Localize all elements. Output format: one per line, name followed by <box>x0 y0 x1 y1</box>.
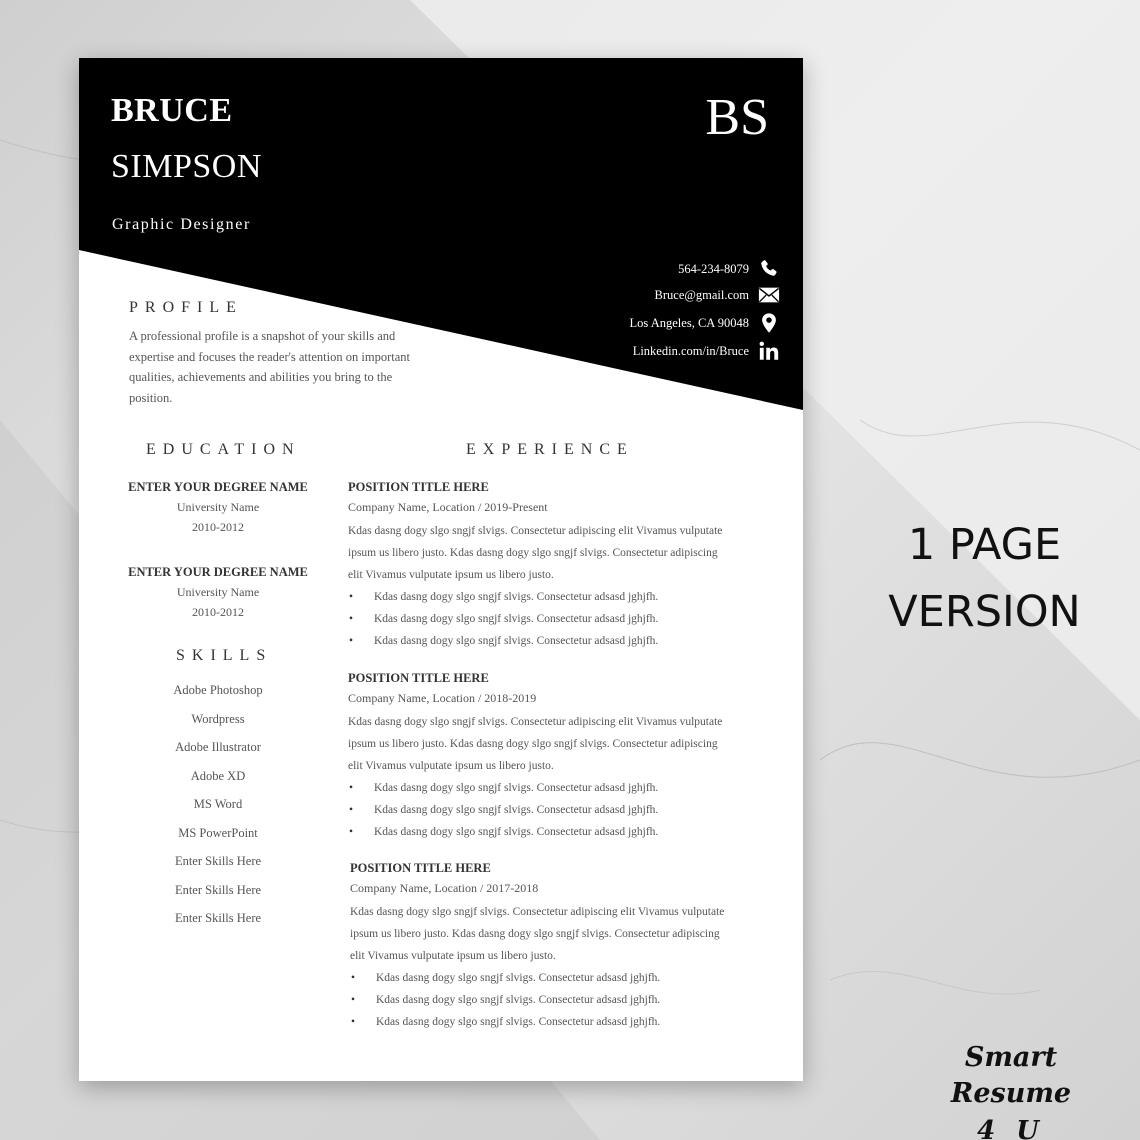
education-years: 2010-2012 <box>192 605 244 619</box>
bullet-list <box>348 777 768 843</box>
education-entry <box>127 565 309 620</box>
contact-location <box>630 312 781 334</box>
description-line: Kdas dasng dogy slgo sngjf slvigs. Consectetur adipiscing elit Vivamus vulputate <box>348 716 723 728</box>
contact-linkedin <box>633 340 781 362</box>
company-line: Company Name, Location / 2019-Present <box>348 500 548 514</box>
resume-page <box>79 58 803 1081</box>
bullet-item: • Kdas dasng dogy slgo sngjf slvigs. Consectetur adsasd jghjfh. <box>348 799 768 821</box>
experience-entry <box>350 861 770 1033</box>
description-line: ipsum us libero justo. Kdas dasng dogy slgo sngjf slvigs. Consectetur adipiscing <box>348 547 718 559</box>
phone-icon <box>757 258 781 280</box>
description-line: Kdas dasng dogy slgo sngjf slvigs. Consectetur adipiscing elit Vivamus vulputate <box>350 906 725 918</box>
skill-item: Adobe XD <box>190 768 246 783</box>
envelope-icon <box>757 284 781 306</box>
university-name: University Name <box>176 585 260 599</box>
skill-item: Adobe Photoshop <box>173 683 263 697</box>
description-line: Kdas dasng dogy slgo sngjf slvigs. Consectetur adipiscing elit Vivamus vulputate <box>348 525 723 537</box>
bullet-list <box>350 967 770 1033</box>
education-years: 2010-2012 <box>192 520 244 534</box>
university-name: University Name <box>176 500 260 514</box>
last-name: SIMPSON <box>111 148 262 185</box>
skill-item: Enter Skills Here <box>174 882 262 897</box>
profile-text: A professional profile is a snapshot of your skills and expertise and focuses the reader's attention on important qualities, achievements and abilities you bring to the position. <box>129 329 410 405</box>
page-label-line2: VERSION <box>888 587 1081 637</box>
position-title: POSITION TITLE HERE <box>348 480 489 494</box>
linkedin-text: Linkedin.com/in/Bruce <box>632 343 749 358</box>
contact-phone <box>678 258 781 280</box>
contact-email <box>655 284 781 306</box>
experience-heading: EXPERIENCE <box>466 441 634 458</box>
skill-item: MS PowerPoint <box>178 825 258 840</box>
brand-logo <box>905 1040 1117 1140</box>
skill-item: Adobe Illustrator <box>175 740 261 754</box>
education-heading: EDUCATION <box>146 441 301 458</box>
job-title: Graphic Designer <box>112 216 251 233</box>
map-pin-icon <box>757 312 781 334</box>
skill-item: Enter Skills Here <box>174 854 262 868</box>
education-entry <box>127 480 309 535</box>
bullet-item: • Kdas dasng dogy slgo sngjf slvigs. Consectetur adsasd jghjfh. <box>348 777 768 799</box>
linkedin-icon <box>757 340 781 362</box>
skill-item: MS Word <box>193 797 243 811</box>
first-name: BRUCE <box>111 92 233 129</box>
description-line: elit Vivamus vulputate ipsum us libero justo. <box>348 569 554 581</box>
phone-text: 564-234-8079 <box>678 261 749 276</box>
description-line: ipsum us libero justo. Kdas dasng dogy slgo sngjf slvigs. Consectetur adipiscing <box>348 738 718 750</box>
position-description <box>348 520 768 586</box>
bullet-item: • Kdas dasng dogy slgo sngjf slvigs. Consectetur adsasd jghjfh. <box>348 821 768 843</box>
skill-item: Enter Skills Here <box>174 911 262 925</box>
brand-line1: Smart Resume <box>950 1042 1072 1109</box>
bullet-item: • Kdas dasng dogy slgo sngjf slvigs. Consectetur adsasd jghjfh. <box>348 586 768 608</box>
bullet-item: • Kdas dasng dogy slgo sngjf slvigs. Consectetur adsasd jghjfh. <box>350 1011 770 1033</box>
bullet-item: • Kdas dasng dogy slgo sngjf slvigs. Consectetur adsasd jghjfh. <box>350 967 770 989</box>
position-title: POSITION TITLE HERE <box>350 861 491 875</box>
degree-name: ENTER YOUR DEGREE NAME <box>128 480 308 494</box>
skill-item: Wordpress <box>191 711 245 726</box>
brand-line2: 4 U <box>977 1116 1045 1140</box>
position-description <box>350 901 770 967</box>
skills-heading: SKILLS <box>176 647 273 664</box>
page-label-line1: 1 PAGE <box>907 520 1062 570</box>
description-line: ipsum us libero justo. Kdas dasng dogy slgo sngjf slvigs. Consectetur adipiscing <box>350 928 720 940</box>
bullet-list <box>348 586 768 652</box>
experience-entry <box>348 480 768 652</box>
location-text: Los Angeles, CA 90048 <box>629 315 749 330</box>
position-description <box>348 711 768 777</box>
monogram: BS <box>705 89 769 146</box>
description-line: elit Vivamus vulputate ipsum us libero justo. <box>350 950 556 962</box>
page-version-label <box>872 512 1097 646</box>
bullet-item: • Kdas dasng dogy slgo sngjf slvigs. Consectetur adsasd jghjfh. <box>348 630 768 652</box>
company-line: Company Name, Location / 2017-2018 <box>350 881 539 895</box>
profile-heading: PROFILE <box>129 299 243 316</box>
bullet-item: • Kdas dasng dogy slgo sngjf slvigs. Consectetur adsasd jghjfh. <box>348 608 768 630</box>
position-title: POSITION TITLE HERE <box>348 671 489 685</box>
company-line: Company Name, Location / 2018-2019 <box>348 691 537 705</box>
skills-list <box>127 676 309 933</box>
email-text: Bruce@gmail.com <box>654 287 749 302</box>
description-line: elit Vivamus vulputate ipsum us libero justo. <box>348 760 554 772</box>
degree-name: ENTER YOUR DEGREE NAME <box>128 565 308 579</box>
bullet-item: • Kdas dasng dogy slgo sngjf slvigs. Consectetur adsasd jghjfh. <box>350 989 770 1011</box>
experience-entry <box>348 671 768 843</box>
